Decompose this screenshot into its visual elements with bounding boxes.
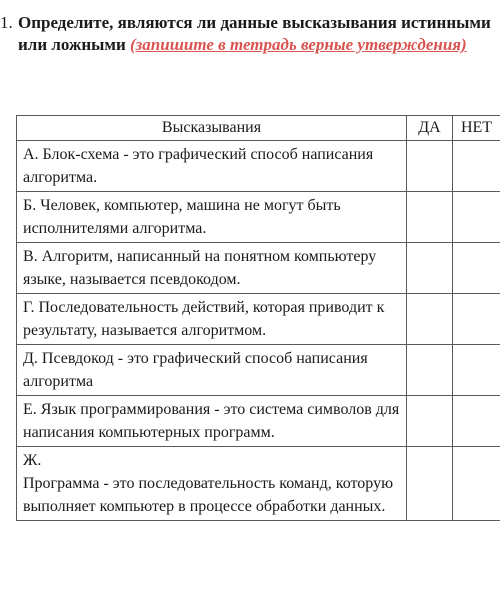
- answer-yes-cell[interactable]: [407, 141, 453, 192]
- table-row: [17, 294, 500, 345]
- answer-no-cell[interactable]: [453, 192, 500, 243]
- table-row: [17, 447, 500, 521]
- table-row: [17, 243, 500, 294]
- answer-no-cell[interactable]: [453, 345, 500, 396]
- table-row: [17, 141, 500, 192]
- statement-d: Д. Псевдокод - это графический способ написания алгоритма: [17, 345, 407, 396]
- task-text: [18, 12, 496, 56]
- answer-no-cell[interactable]: [453, 294, 500, 345]
- answer-yes-cell[interactable]: [407, 192, 453, 243]
- answer-yes-cell[interactable]: [407, 243, 453, 294]
- answer-yes-cell[interactable]: [407, 396, 453, 447]
- table-header-row: [17, 116, 500, 141]
- answer-no-cell[interactable]: [453, 447, 500, 521]
- table-row: [17, 192, 500, 243]
- statement-v: В. Алгоритм, написанный на понятном компьютеру языке, называется псевдокодом.: [17, 243, 407, 294]
- statement-e: Е. Язык программирования - это система символов для написания компьютерных программ.: [17, 396, 407, 447]
- answer-yes-cell[interactable]: [407, 345, 453, 396]
- table-row: [17, 396, 500, 447]
- statements-table: [16, 115, 500, 521]
- header-statements: Высказывания: [17, 116, 407, 141]
- header-no: НЕТ: [453, 116, 500, 141]
- statement-g: Г. Последовательность действий, которая приводит к результату, называется алгоритмом.: [17, 294, 407, 345]
- table-row: [17, 345, 500, 396]
- statement-zh-text: Программа - это последовательность команд, которую выполняет компьютер в процессе обработки данных.: [23, 475, 394, 515]
- statement-zh: [17, 447, 407, 521]
- statement-zh-label: Ж.: [23, 452, 42, 469]
- task-question: Определите, являются ли данные высказывания истинными или ложными: [18, 13, 491, 54]
- header-yes: ДА: [407, 116, 453, 141]
- answer-yes-cell[interactable]: [407, 447, 453, 521]
- statement-b: Б. Человек, компьютер, машина не могут быть исполнителями алгоритма.: [17, 192, 407, 243]
- answer-yes-cell[interactable]: [407, 294, 453, 345]
- task-block: [0, 12, 496, 56]
- answer-no-cell[interactable]: [453, 396, 500, 447]
- statement-a: А. Блок-схема - это графический способ написания алгоритма.: [17, 141, 407, 192]
- task-number: 1.: [0, 13, 13, 32]
- task-hint: (запишите в тетрадь верные утверждения): [130, 35, 467, 54]
- answer-no-cell[interactable]: [453, 243, 500, 294]
- answer-no-cell[interactable]: [453, 141, 500, 192]
